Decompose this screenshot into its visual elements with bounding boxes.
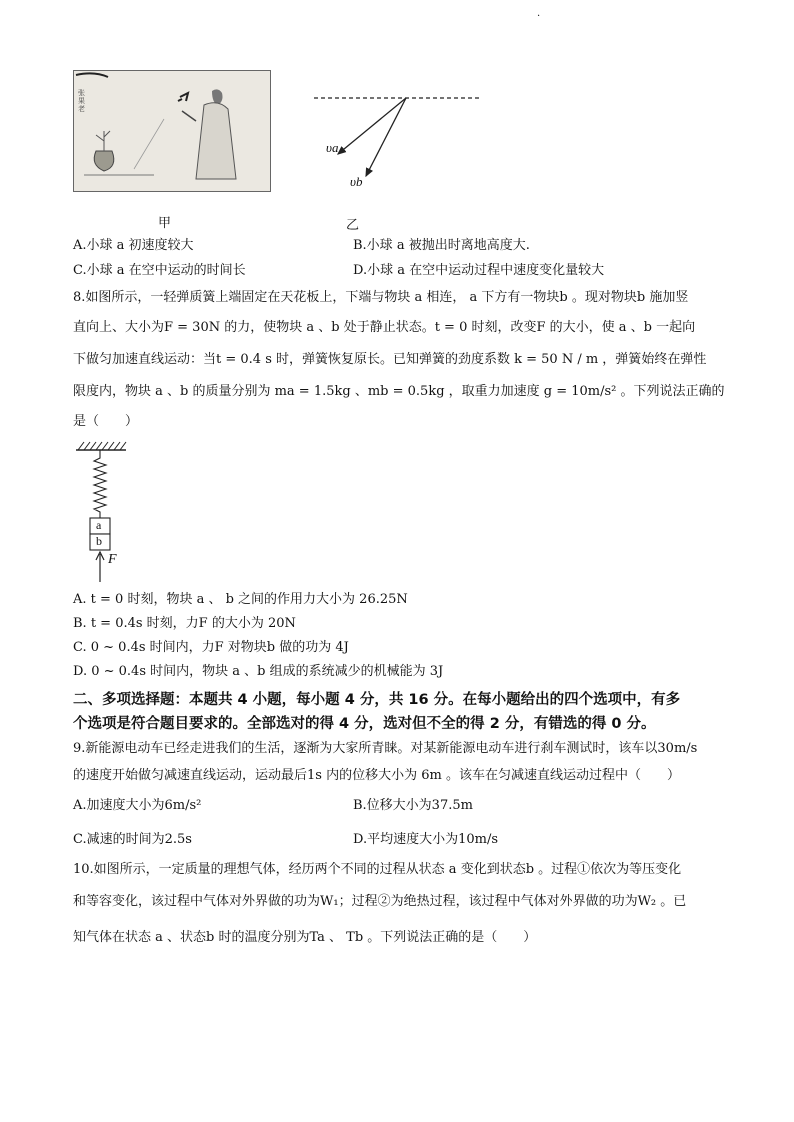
q8-option-b: B. t = 0.4s 时刻，力F 的大小为 20N	[73, 616, 296, 631]
block-b-label: b	[96, 534, 102, 548]
figure-jia-photo	[73, 70, 271, 192]
top-dot: .	[537, 8, 541, 19]
svg-text:老: 老	[78, 105, 85, 113]
svg-text:果: 果	[78, 97, 85, 105]
figure-jia-caption: 甲	[158, 216, 172, 231]
q10-line-3: 知气体在状态 a 、状态b 时的温度分别为Ta 、 Tb 。下列说法正确的是（ ）	[73, 930, 537, 945]
q8-spring-diagram	[70, 440, 140, 586]
q9-option-d: D.平均速度大小为10m/s	[353, 832, 499, 847]
q9-option-c: C.减速的时间为2.5s	[73, 832, 192, 847]
ceiling-hatch	[78, 442, 126, 450]
q7-option-b: B.小球 a 被抛出时离地高度大.	[353, 238, 530, 253]
q9-line-2: 的速度开始做匀减速直线运动，运动最后1s 内的位移大小为 6m 。该车在匀减速直线运动过程中（ ）	[73, 768, 680, 783]
figure-jia-illustration	[74, 71, 270, 191]
svg-text:张: 张	[78, 89, 85, 97]
section-2-heading-line-2: 个选项是符合题目要求的。全部选对的得 4 分，选对但不全的得 2 分，有错选的得 0 分。	[73, 716, 656, 732]
q7-option-c: C.小球 a 在空中运动的时间长	[73, 263, 246, 278]
q8-line-5: 是（ ）	[73, 414, 139, 429]
label-va: υa	[326, 140, 339, 155]
q9-line-1: 9.新能源电动车已经走进我们的生活，逐渐为大家所青睐。对某新能源电动车进行刹车测试时，该车以30m/s	[73, 741, 698, 756]
q8-option-d: D. 0 ~ 0.4s 时间内，物块 a 、b 组成的系统减少的机械能为 3J	[73, 664, 444, 679]
force-label: F	[108, 552, 117, 567]
velocity-b-arrow	[366, 98, 406, 176]
spring-coil	[94, 450, 106, 518]
q8-option-c: C. 0 ~ 0.4s 时间内，力F 对物块b 做的功为 4J	[73, 640, 349, 655]
figure-yi-caption: 乙	[346, 218, 360, 233]
q9-option-b: B.位移大小为37.5m	[353, 798, 473, 813]
velocity-a-arrow	[338, 98, 406, 154]
q8-line-4: 限度内，物块 a 、b 的质量分别为 ma = 1.5kg 、mb = 0.5kg ，取重力加速度 g = 10m/s² 。下列说法正确的	[73, 384, 725, 399]
q9-option-a: A.加速度大小为6m/s²	[73, 798, 202, 813]
q8-line-2: 直向上、大小为F = 30N 的力，使物块 a 、b 处于静止状态。t = 0 时刻，改变F 的大小，使 a 、b 一起向	[73, 320, 696, 335]
label-vb: υb	[350, 174, 363, 189]
q8-line-3: 下做匀加速直线运动：当t = 0.4 s 时，弹簧恢复原长。已知弹簧的劲度系数 k = 50 N / m ，弹簧始终在弹性	[73, 352, 707, 367]
q10-line-2: 和等容变化，该过程中气体对外界做的功为W₁；过程②为绝热过程，该过程中气体对外界做的功为W₂ 。已	[73, 894, 687, 909]
section-2-heading-line-1: 二、多项选择题：本题共 4 小题，每小题 4 分，共 16 分。在每小题给出的四个选项中，有多	[73, 692, 681, 708]
q10-line-1: 10.如图所示，一定质量的理想气体，经历两个不同的过程从状态 a 变化到状态b 。过程①依次为等压变化	[73, 862, 682, 877]
q8-option-a: A. t = 0 时刻，物块 a 、 b 之间的作用力大小为 26.25N	[73, 592, 408, 607]
q7-option-a: A.小球 a 初速度较大	[73, 238, 194, 253]
q7-option-d: D.小球 a 在空中运动过程中速度变化量较大	[353, 263, 605, 278]
q8-line-1: 8.如图所示，一轻弹质簧上端固定在天花板上，下端与物块 a 相连， a 下方有一物块b 。现对物块b 施加竖	[73, 290, 689, 305]
block-a-label: a	[96, 518, 102, 532]
